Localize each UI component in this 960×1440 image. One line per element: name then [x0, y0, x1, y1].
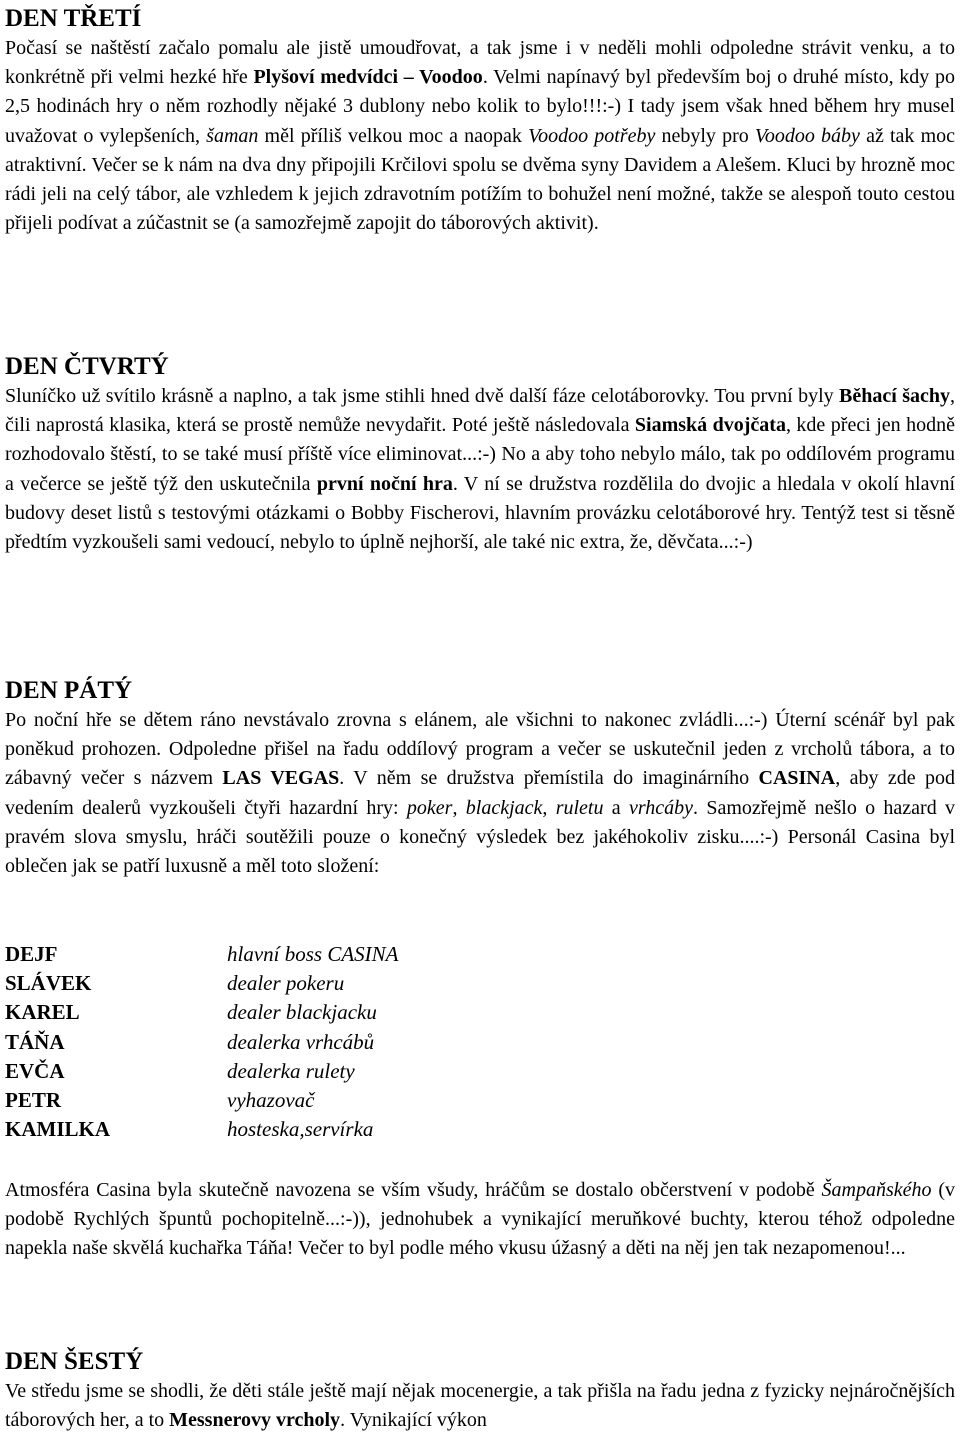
staff-row	[5, 969, 955, 998]
italic-ruletu: ruletu	[555, 796, 604, 819]
text-run: Po noční hře se dětem ráno nevstávalo zrovna s elánem, ale všichni to nakonec zvládli...:-) Úterní scénář byl pak poněkud prohozen. Odpoledne přišel na řadu oddílový program a večer se uskutečnil jeden z vrcholů tábora, a to zábavný večer s názvem	[5, 709, 955, 790]
bold-behaci-sachy: Běhací šachy	[839, 385, 950, 407]
text-run: . V něm se družstva přemístila do imaginárního	[339, 767, 759, 790]
section-day-five	[5, 676, 955, 881]
text-run: měl příliš velkou moc a naopak	[258, 124, 529, 147]
staff-role: hosteska,servírka	[227, 1117, 374, 1142]
staff-role: dealerka rulety	[227, 1058, 355, 1083]
section-day-four	[5, 352, 955, 557]
heading-day-three: DEN TŘETÍ	[5, 5, 142, 32]
text-run: . Vynikající výkon	[340, 1409, 487, 1432]
staff-row	[5, 998, 955, 1027]
bold-las-vegas: LAS VEGAS	[222, 767, 340, 790]
text-run: . Velmi napínavý byl především boj o druhé místo, kdy po 2,5 hodinách hry o něm rozhodly nějaké 3 dublony nebo kolik to bylo!!!:-) I tady jsem však hned během hry musel uvažovat o vylepšeních,	[5, 66, 955, 147]
staff-name: EVČA	[5, 1058, 65, 1083]
staff-name: KAMILKA	[5, 1117, 110, 1142]
text-run: Sluníčko už svítilo krásně a naplno, a tak jsme stihli hned dvě další fáze celotáborovky. Tou první byly	[5, 385, 840, 407]
staff-row	[5, 1086, 955, 1115]
section-day-three	[5, 4, 955, 238]
staff-role: vyhazovač	[227, 1087, 315, 1112]
paragraph-day-five	[5, 706, 955, 881]
text-run: a	[603, 796, 629, 819]
text-run: nebyly pro	[655, 124, 755, 147]
bold-prvni-nocni-hra: první noční hra	[316, 472, 453, 495]
staff-name: KAREL	[5, 1000, 80, 1025]
text-run: až tak moc atraktivní. Večer se k nám na dva dny připojili Krčilovi spolu se dvěma syny Davidem a Alešem. Kluci by hrozně moc rádi jeli na celý tábor, ale vzhledem k jejich zdravotním potížím to bohužel není možné, takže se alespoň touto cestou přijeli podívat a zúčastnit se (a samozřejmě zapojit do táborových aktivit).	[5, 124, 955, 235]
paragraph-day-six	[5, 1377, 955, 1435]
italic-blackjack: blackjack	[465, 796, 543, 819]
heading-day-five: DEN PÁTÝ	[5, 677, 133, 704]
italic-sampanskeho: Šampaňského	[821, 1179, 932, 1201]
text-run: . V ní se družstva rozdělila do dvojic a hledala v okolí hlavní budovy deset listů s testovými otázkami o Bobby Fischerovi, hlavním provázku celotáborové hry. Tentýž test si těsně předtím vyzkoušeli sami vedoucí, nebylo to úplně nejhorší, ale také nic extra, že, děvčata...:-)	[5, 472, 955, 554]
paragraph-day-three	[5, 34, 955, 238]
bold-siamska-dvojcata: Siamská dvojčata	[634, 414, 786, 437]
casino-staff-list	[5, 940, 955, 1144]
staff-name: SLÁVEK	[5, 971, 92, 996]
bold-messnerovy-vrcholy: Messnerovy vrcholy	[169, 1409, 341, 1432]
staff-row	[5, 1028, 955, 1057]
staff-role: dealerka vrhcábů	[227, 1029, 375, 1054]
paragraph-day-four	[5, 382, 955, 557]
text-run: , čili naprostá klasika, která se prostě nemůže nevydařit. Poté ještě následovala	[5, 385, 955, 437]
staff-role: dealer pokeru	[227, 971, 345, 996]
heading-day-four: DEN ČTVRTÝ	[5, 353, 169, 380]
heading-day-six: DEN ŠESTÝ	[5, 1348, 144, 1375]
text-run: (v podobě Rychlých špuntů pochopitelně...:-)), jednohubek a vynikající meruňkové buchty, kterou téhož odpoledne napekla naše skvělá kuchařka Táňa! Večer to byl podle mého vkusu úžasný a děti na něj jen tak nezapomenou!...	[5, 1179, 955, 1260]
staff-row	[5, 1057, 955, 1086]
text-run: Atmosféra Casina byla skutečně navozena se vším všudy, hráčům se dostalo občerstvení v podobě	[5, 1179, 822, 1201]
staff-name: TÁŇA	[5, 1029, 65, 1054]
text-run: ,	[542, 796, 556, 819]
italic-saman: šaman	[206, 124, 259, 147]
game-name-voodoo: Plyšoví medvídci – Voodoo	[253, 66, 483, 89]
text-run: Ve středu jsme se shodli, že děti stále ještě mají nějak mocenergie, a tak přišla na řadu jedna z fyzicky nejnáročnějších táborových her, a to	[5, 1380, 955, 1432]
text-run: . Samozřejmě nešlo o hazard v pravém slova smyslu, hráči soutěžili pouze o konečný výsledek bez jakéhokoliv zisku....:-) Personál Casina byl oblečen jak se patří luxusně a měl toto složení:	[5, 796, 956, 878]
staff-role: hlavní boss CASINA	[227, 942, 399, 966]
italic-voodoo-potreby: Voodoo potřeby	[528, 124, 656, 147]
paragraph-casino-atmosphere	[5, 1176, 955, 1264]
staff-name: DEJF	[5, 942, 58, 966]
section-day-six	[5, 1347, 955, 1435]
text-run: ,	[452, 796, 466, 819]
staff-row	[5, 1115, 955, 1144]
staff-role: dealer blackjacku	[227, 1000, 377, 1025]
text-run: Počasí se naštěstí začalo pomalu ale jistě umoudřovat, a tak jsme i v neděli mohli odpoledne strávit venku, a to konkrétně při velmi hezké hře	[5, 37, 955, 89]
staff-row	[5, 940, 955, 969]
italic-voodoo-baby: Voodoo báby	[754, 124, 860, 147]
italic-vrhcaby: vrhcáby	[628, 796, 694, 819]
italic-poker: poker	[406, 796, 453, 819]
text-run: , aby zde pod vedením dealerů vyzkoušeli čtyři hazardní hry:	[5, 767, 955, 819]
staff-name: PETR	[5, 1087, 62, 1112]
bold-casina: CASINA	[758, 767, 836, 790]
text-run: , kde přeci jen hodně rozhodovalo štěstí, to se také musí příště více eliminovat...:-) No a aby toho nebylo málo, tak po oddílovém programu a večerce se ještě týž den uskutečnila	[5, 414, 955, 495]
